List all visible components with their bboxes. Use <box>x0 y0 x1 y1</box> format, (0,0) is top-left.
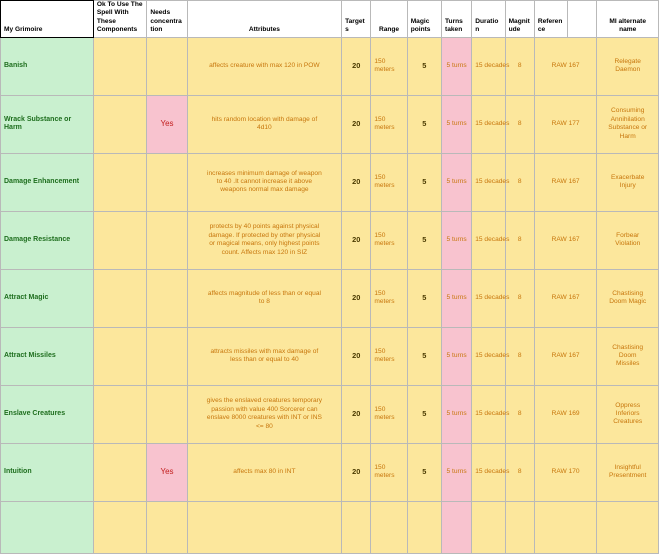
duration-cell[interactable]: 15 decades <box>472 385 505 443</box>
turns-taken-cell[interactable]: 5 turns <box>442 327 472 385</box>
attributes-cell[interactable]: attracts missiles with max damage of less than or equal to 40 <box>187 327 341 385</box>
spell-row <box>1 37 659 95</box>
concentration-cell[interactable] <box>147 327 187 385</box>
range-cell[interactable]: 150 meters <box>371 385 407 443</box>
turns-taken-cell[interactable]: 5 turns <box>442 37 472 95</box>
spell-row <box>1 211 659 269</box>
ok-to-use-cell[interactable] <box>93 327 146 385</box>
targets-cell[interactable]: 20 <box>342 95 371 153</box>
turns-taken-cell[interactable]: 5 turns <box>442 153 472 211</box>
ok-to-use-cell[interactable] <box>93 269 146 327</box>
attributes-cell[interactable]: affects creature with max 120 in POW <box>187 37 341 95</box>
header-row <box>1 1 659 38</box>
reference-cell[interactable]: RAW 170 <box>534 443 597 501</box>
magic-points-cell[interactable]: 5 <box>407 37 441 95</box>
header-reference[interactable]: Reference <box>534 1 567 38</box>
concentration-cell[interactable] <box>147 211 187 269</box>
alternate-name-cell[interactable]: Consuming Annihilation Substance or Harm <box>597 95 659 153</box>
targets-cell[interactable]: 20 <box>342 327 371 385</box>
turns-taken-cell[interactable]: 5 turns <box>442 95 472 153</box>
duration-cell[interactable]: 15 decades <box>472 443 505 501</box>
spell-name-cell[interactable] <box>1 501 94 553</box>
concentration-cell[interactable] <box>147 153 187 211</box>
duration-cell[interactable]: 15 decades <box>472 327 505 385</box>
targets-cell[interactable]: 20 <box>342 385 371 443</box>
magnitude-cell[interactable]: 8 <box>505 443 534 501</box>
attributes-cell[interactable]: increases minimum damage of weapon to 40 .It cannot increase it above weapons normal max damage <box>187 153 341 211</box>
header-targets[interactable]: Targets <box>342 1 371 38</box>
attributes-cell[interactable]: hits random location with damage of 4d10 <box>187 95 341 153</box>
ok-to-use-cell[interactable] <box>93 501 146 553</box>
alternate-name-cell[interactable]: Oppress Inferiors Creatures <box>597 385 659 443</box>
magic-points-cell[interactable]: 5 <box>407 153 441 211</box>
targets-cell[interactable]: 20 <box>342 37 371 95</box>
attributes-cell[interactable] <box>187 501 341 553</box>
attributes-cell[interactable]: protects by 40 points against physical damage. If protected by other physical or magical means, only highest points count. Affects max 120 in SIZ <box>187 211 341 269</box>
spell-row <box>1 153 659 211</box>
attributes-cell[interactable]: affects max 80 in INT <box>187 443 341 501</box>
spell-row <box>1 443 659 501</box>
concentration-cell[interactable] <box>147 37 187 95</box>
reference-cell[interactable]: RAW 167 <box>534 269 597 327</box>
range-cell[interactable]: 150 meters <box>371 443 407 501</box>
duration-cell[interactable]: 15 decades <box>472 211 505 269</box>
magnitude-cell[interactable] <box>505 501 534 553</box>
range-cell[interactable] <box>371 501 407 553</box>
alternate-name-cell[interactable]: Relegate Daemon <box>597 37 659 95</box>
spell-row <box>1 95 659 153</box>
range-cell[interactable]: 150 meters <box>371 153 407 211</box>
alternate-name-cell[interactable]: Insightful Presentment <box>597 443 659 501</box>
alternate-name-cell[interactable] <box>597 501 659 553</box>
spell-row <box>1 327 659 385</box>
ok-to-use-cell[interactable] <box>93 211 146 269</box>
header-turns-taken[interactable]: Turns taken <box>442 1 472 38</box>
attributes-cell[interactable]: affects magnitude of less than or equal to 8 <box>187 269 341 327</box>
targets-cell[interactable]: 20 <box>342 443 371 501</box>
magic-points-cell[interactable]: 5 <box>407 385 441 443</box>
header-range[interactable]: Range <box>371 1 407 38</box>
magic-points-cell[interactable]: 5 <box>407 327 441 385</box>
magnitude-cell[interactable]: 8 <box>505 95 534 153</box>
spell-name-cell[interactable]: Intuition <box>1 443 94 501</box>
duration-cell[interactable]: 15 decades <box>472 95 505 153</box>
range-cell[interactable]: 150 meters <box>371 95 407 153</box>
alternate-name-cell[interactable]: Forbear Violation <box>597 211 659 269</box>
header-duration[interactable]: Duration <box>472 1 505 38</box>
concentration-cell[interactable] <box>147 501 187 553</box>
spell-name-cell[interactable]: Attract Missiles <box>1 327 94 385</box>
header-alternate-name[interactable]: MI alternate name <box>597 1 659 38</box>
range-cell[interactable]: 150 meters <box>371 327 407 385</box>
targets-cell[interactable]: 20 <box>342 269 371 327</box>
reference-cell[interactable]: RAW 177 <box>534 95 597 153</box>
magic-points-cell[interactable]: 5 <box>407 211 441 269</box>
concentration-cell[interactable]: Yes <box>147 443 187 501</box>
reference-cell[interactable] <box>534 501 597 553</box>
ok-to-use-cell[interactable] <box>93 95 146 153</box>
magic-points-cell[interactable] <box>407 501 441 553</box>
magnitude-cell[interactable]: 8 <box>505 211 534 269</box>
concentration-cell[interactable] <box>147 269 187 327</box>
targets-cell[interactable]: 20 <box>342 153 371 211</box>
header-blank[interactable] <box>568 1 597 38</box>
header-attributes[interactable]: Attributes <box>187 1 341 38</box>
spell-name-cell[interactable]: Attract Magic <box>1 269 94 327</box>
turns-taken-cell[interactable] <box>442 501 472 553</box>
duration-cell[interactable]: 15 decades <box>472 37 505 95</box>
spell-name-cell[interactable]: Enslave Creatures <box>1 385 94 443</box>
targets-cell[interactable]: 20 <box>342 211 371 269</box>
targets-cell[interactable] <box>342 501 371 553</box>
concentration-cell[interactable]: Yes <box>147 95 187 153</box>
magic-points-cell[interactable]: 5 <box>407 95 441 153</box>
magnitude-cell[interactable]: 8 <box>505 153 534 211</box>
header-ok-to-use[interactable]: Ok To Use The Spell With These Components <box>93 1 146 38</box>
concentration-cell[interactable] <box>147 385 187 443</box>
reference-cell[interactable]: RAW 167 <box>534 37 597 95</box>
spell-name-cell[interactable]: Damage Enhancement <box>1 153 94 211</box>
magnitude-cell[interactable]: 8 <box>505 327 534 385</box>
spell-name-cell[interactable]: Wrack Substance or Harm <box>1 95 94 153</box>
range-cell[interactable]: 150 meters <box>371 37 407 95</box>
turns-taken-cell[interactable]: 5 turns <box>442 211 472 269</box>
turns-taken-cell[interactable]: 5 turns <box>442 385 472 443</box>
ok-to-use-cell[interactable] <box>93 153 146 211</box>
turns-taken-cell[interactable]: 5 turns <box>442 443 472 501</box>
alternate-name-cell[interactable]: Chastising Doom Missiles <box>597 327 659 385</box>
magnitude-cell[interactable]: 8 <box>505 269 534 327</box>
reference-cell[interactable]: RAW 167 <box>534 153 597 211</box>
magnitude-cell[interactable]: 8 <box>505 385 534 443</box>
magnitude-cell[interactable]: 8 <box>505 37 534 95</box>
turns-taken-cell[interactable]: 5 turns <box>442 269 472 327</box>
range-cell[interactable]: 150 meters <box>371 269 407 327</box>
reference-cell[interactable]: RAW 167 <box>534 327 597 385</box>
ok-to-use-cell[interactable] <box>93 37 146 95</box>
reference-cell[interactable]: RAW 169 <box>534 385 597 443</box>
header-magic-points[interactable]: Magic points <box>407 1 441 38</box>
attributes-cell[interactable]: gives the enslaved creatures temporary passion with value 400 Sorcerer can enslave 8000 creatures with INT or INS <= 80 <box>187 385 341 443</box>
magic-points-cell[interactable]: 5 <box>407 443 441 501</box>
spell-row-partial <box>1 501 659 553</box>
header-magnitude[interactable]: Magnitude <box>505 1 534 38</box>
duration-cell[interactable] <box>472 501 505 553</box>
ok-to-use-cell[interactable] <box>93 443 146 501</box>
spell-name-cell[interactable]: Damage Resistance <box>1 211 94 269</box>
alternate-name-cell[interactable]: Exacerbate Injury <box>597 153 659 211</box>
duration-cell[interactable]: 15 decades <box>472 153 505 211</box>
spell-row <box>1 269 659 327</box>
spell-row <box>1 385 659 443</box>
range-cell[interactable]: 150 meters <box>371 211 407 269</box>
magic-points-cell[interactable]: 5 <box>407 269 441 327</box>
duration-cell[interactable]: 15 decades <box>472 269 505 327</box>
ok-to-use-cell[interactable] <box>93 385 146 443</box>
spell-name-cell[interactable]: Banish <box>1 37 94 95</box>
header-concentration[interactable]: Needs concentration <box>147 1 187 38</box>
reference-cell[interactable]: RAW 167 <box>534 211 597 269</box>
header-grimoire[interactable]: My Grimoire <box>1 1 94 38</box>
alternate-name-cell[interactable]: Chastising Doom Magic <box>597 269 659 327</box>
